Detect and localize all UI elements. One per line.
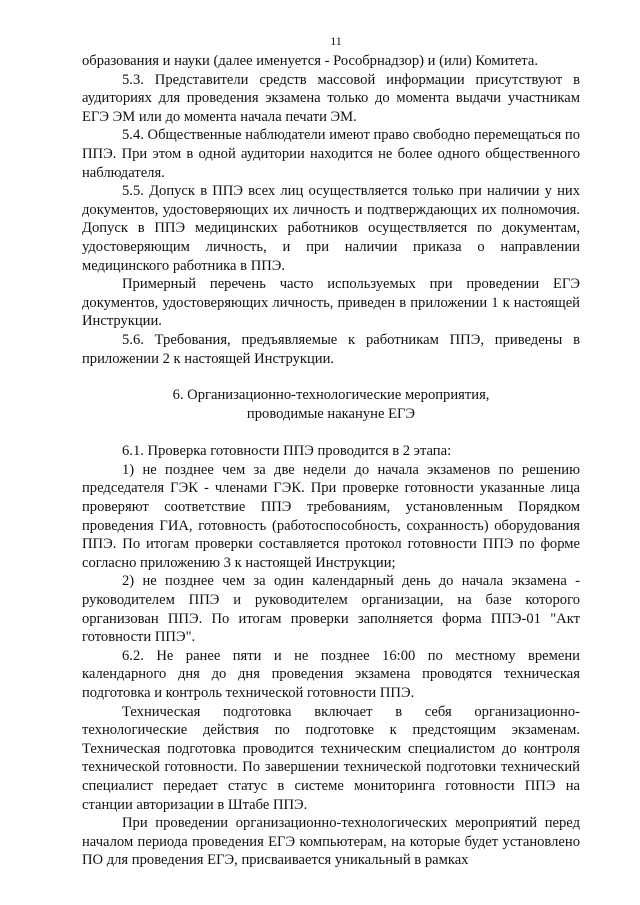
paragraph-5-6: 5.6. Требования, предъявляемые к работникам ППЭ, приведены в приложении 2 к настоящей Инструкции. <box>82 331 580 367</box>
section-6-heading-line-2: проводимые накануне ЕГЭ <box>246 405 416 422</box>
paragraph-computer-numbering: При проведении организационно-технологических мероприятий перед началом периода проведения ЕГЭ компьютерам, на которые будет установлено ПО для проведения ЕГЭ, присваивается уникальный в рамках <box>82 815 580 869</box>
paragraph-6-1-stage-1: 1) не позднее чем за две недели до начала экзаменов по решению председателя ГЭК - членами ГЭК. При проверке готовности указанные лица проверяют соответствие ППЭ требованиям, установленным Порядком проведения ГИА, готовность (работоспособность, сохранность) оборудования ППЭ. По итогам проверки составляется протокол готовности ППЭ по форме согласно приложению 3 к настоящей Инструкции; <box>82 461 580 571</box>
paragraph-6-1: 6.1. Проверка готовности ППЭ проводится в 2 этапа: <box>122 443 452 460</box>
section-6-heading <box>82 386 580 423</box>
section-6-heading-line-1: 6. Организационно-технологические мероприятия, <box>172 387 490 404</box>
paragraph-technical-preparation: Техническая подготовка включает в себя организационно-технологические действия по подготовке к предстоящим экзаменам. Техническая подготовка проводится техническим специалистом до контроля технической готовности. По завершении технической подготовки технический специалист передает статус в системе мониторинга готовности ППЭ на станции авторизации в Штабе ППЭ. <box>82 703 580 813</box>
paragraph-document-list: Примерный перечень часто используемых при проведении ЕГЭ документов, удостоверяющих личность, приведен в приложении 1 к настоящей Инструкции. <box>82 276 580 330</box>
paragraph-5-4: 5.4. Общественные наблюдатели имеют право свободно перемещаться по ППЭ. При этом в одной аудитории находится не более одного общественного наблюдателя. <box>82 127 580 181</box>
paragraph-6-2: 6.2. Не ранее пяти и не позднее 16:00 по местному времени календарного дня до дня проведения экзамена проводятся техническая подготовка и контроль технической готовности ППЭ. <box>82 647 580 701</box>
paragraph-6-1-stage-2: 2) не позднее чем за один календарный день до начала экзамена - руководителем ППЭ и руководителем организации, на базе которого организован ППЭ. По итогам проверки заполняется форма ППЭ-01 "Акт готовности ППЭ". <box>82 573 580 646</box>
paragraph-5-5: 5.5. Допуск в ППЭ всех лиц осуществляется только при наличии у них документов, удостоверяющих их личность и подтверждающих их полномочия. Допуск в ППЭ медицинских работников осуществляется по документам, удостоверяющим личность, и при наличии приказа о направлении медицинского работника в ППЭ. <box>82 183 580 274</box>
paragraph-continuation: образования и науки (далее именуется - Рособрнадзор) и (или) Комитета. <box>82 53 538 69</box>
page-number: 11 <box>330 34 342 48</box>
paragraph-5-3: 5.3. Представители средств массовой информации присутствуют в аудиториях для проведения экзамена только до момента выдачи участникам ЕГЭ ЭМ или до момента начала печати ЭМ. <box>82 71 580 125</box>
document-page <box>82 30 580 870</box>
